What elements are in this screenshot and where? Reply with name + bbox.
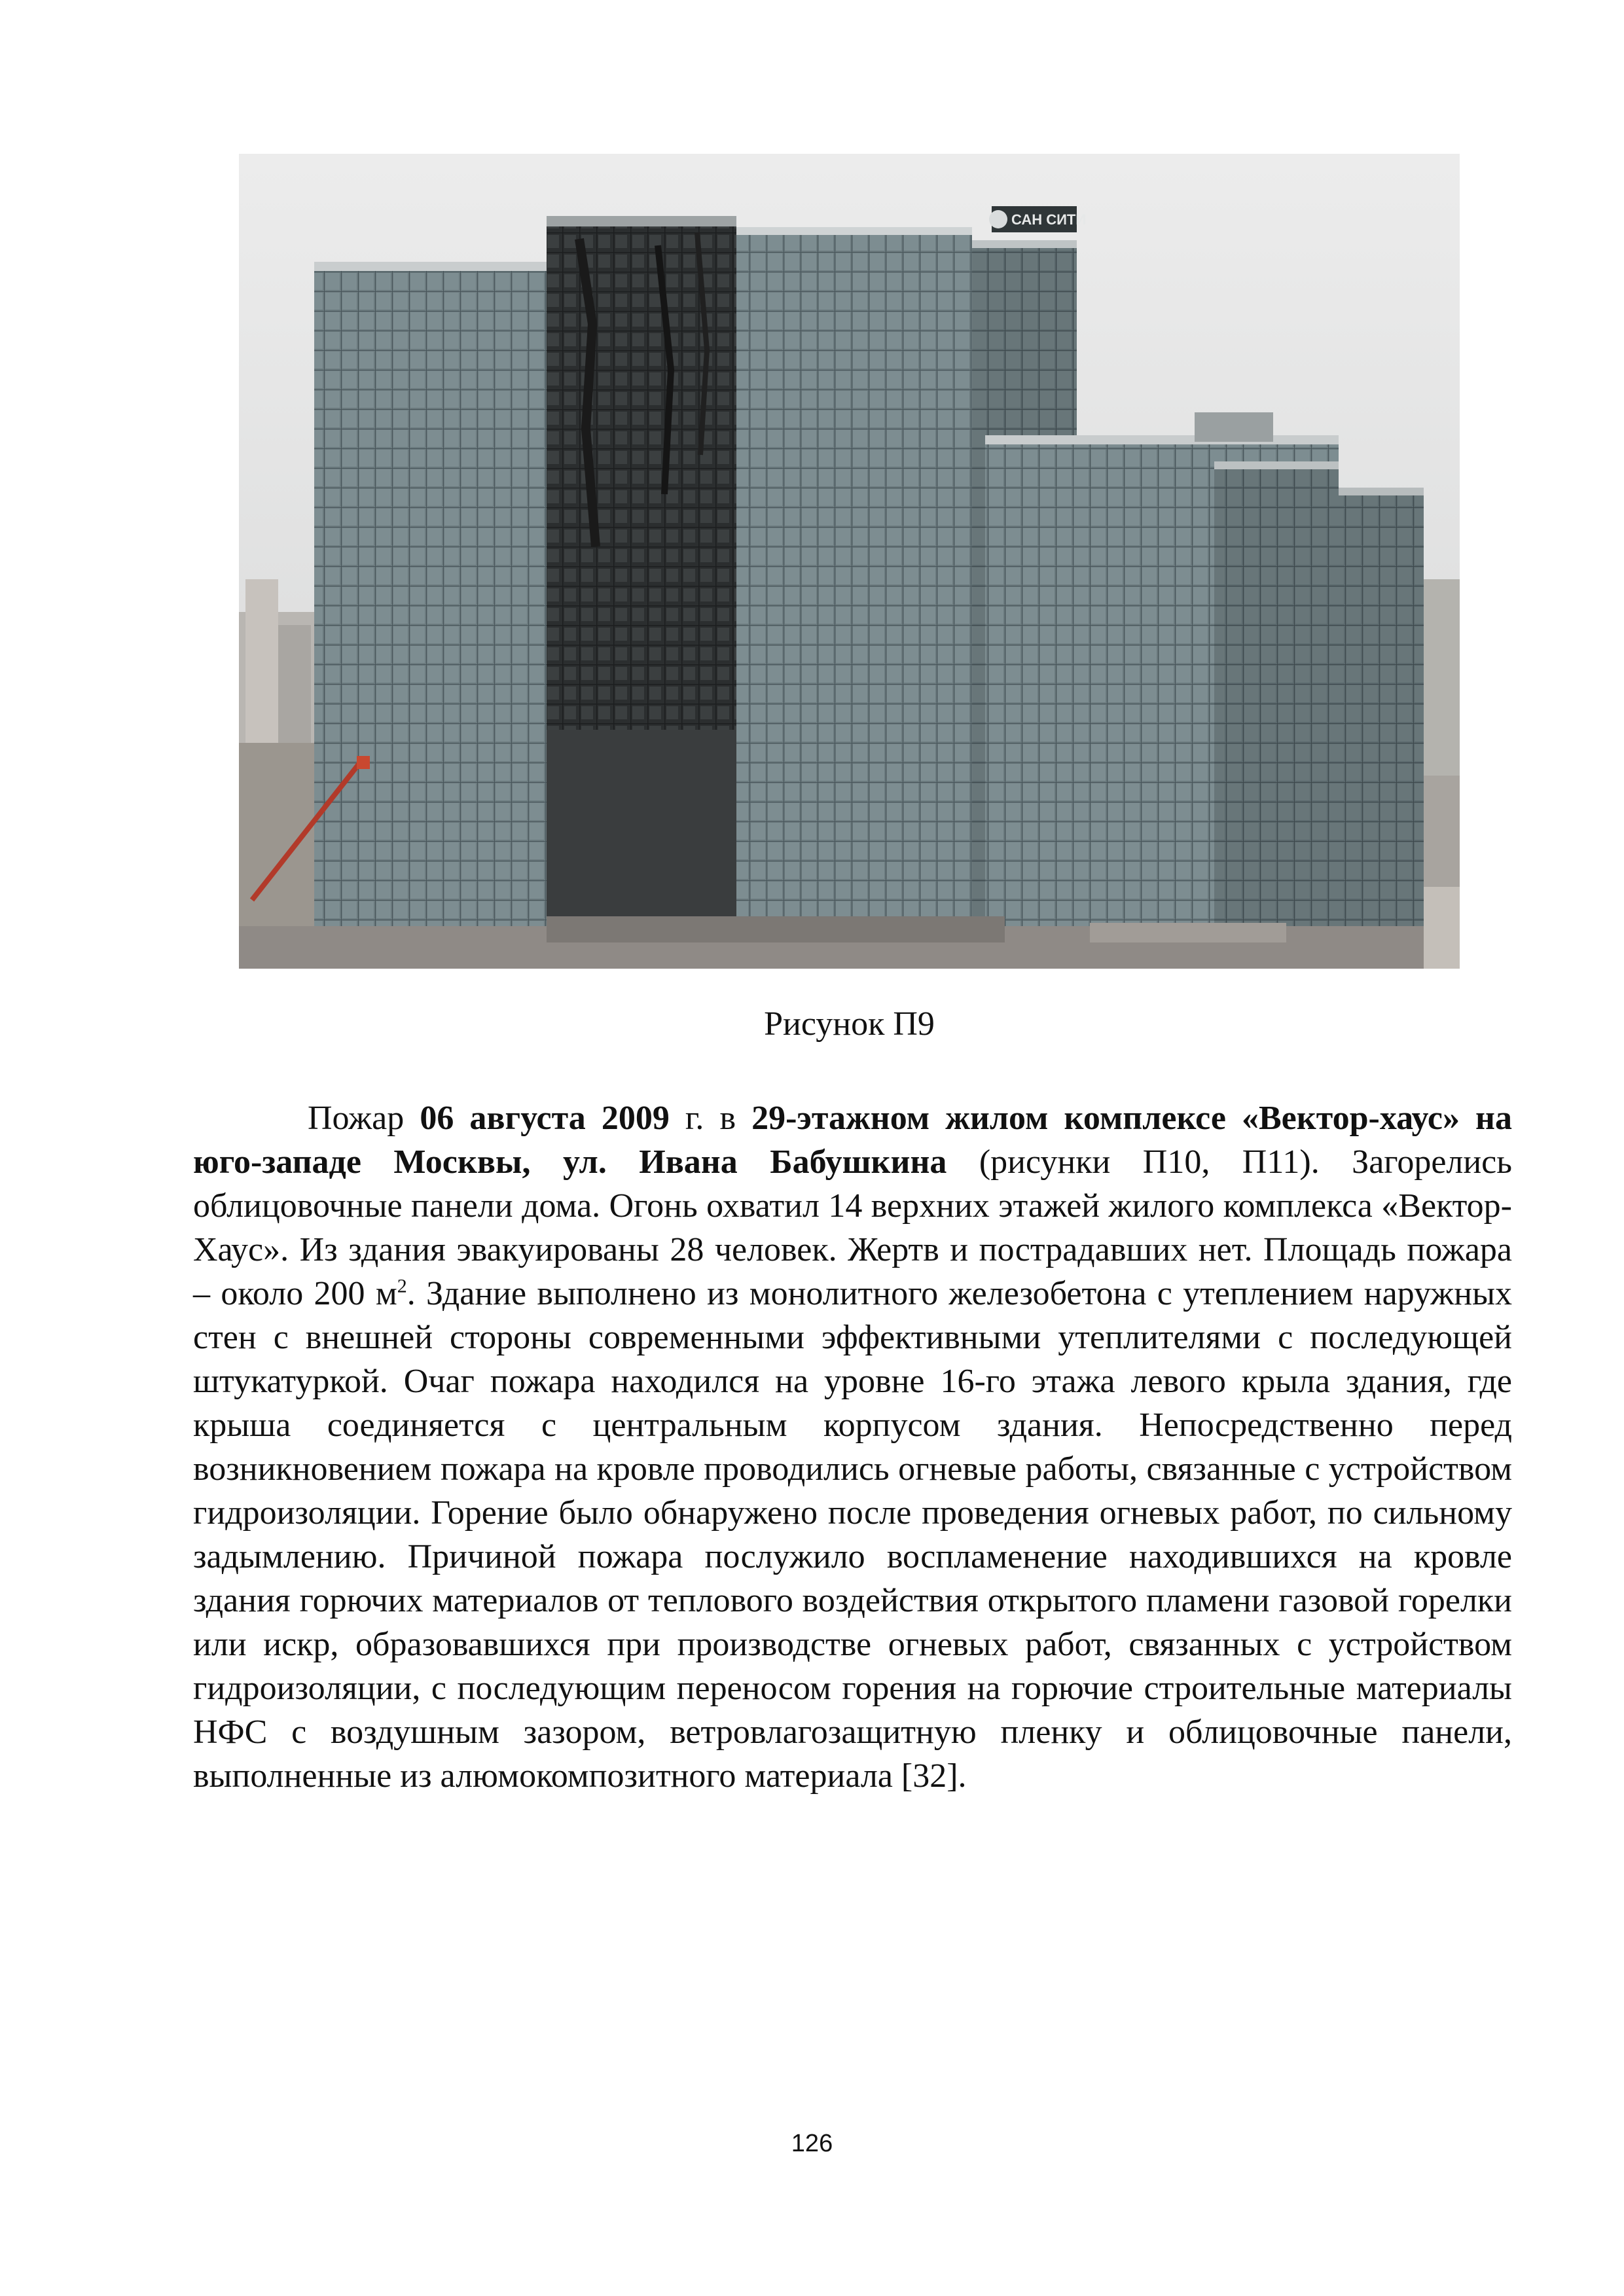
figure-caption: Рисунок П9 <box>764 1005 935 1043</box>
text-segment: г. в <box>669 1100 752 1137</box>
superscript-text: 2 <box>397 1275 407 1297</box>
text-segment: . Здание выполнено из монолитного железобетона с утеплением наружных стен с внешней стороны современными эффективными утеплителями с последующей штукатуркой. Очаг пожара находился на уровне 16-го этажа левого крыла здания, где крыша соединяется с центральным корпусом здания. Непосредственно перед возникновением пожара на кровле проводились огневые работы, связанные с устройством гидроизоляции. Горение было обнаружено после проведения огневых работ, по сильному задымлению. Причиной пожара послужило воспламенение находившихся на кровле здания горючих материалов от теплового воздействия открытого пламени газовой горелки или искр, образовавшихся при производстве огневых работ, связанных с устройством гидроизоляции, с последующим переносом горения на горючие строительные материалы НФС с воздушным зазором, ветровлагозащитную пленку и облицовочные панели, выполненные из алюмокомпозитного материала [32]. <box>193 1275 1512 1795</box>
bold-text-segment: 29-этажном жилом комплексе «Вектор-хаус» на юго-западе Москвы, ул. Ивана Бабушкина <box>193 1100 1513 1181</box>
text-segment: Пожар <box>308 1100 420 1137</box>
building-sign-text: САН СИТИ <box>1011 211 1087 228</box>
text-segment: (рисунки П10, П11). Загорелись облицовочные панели дома. Огонь охватил 14 верхних этажей жилого комплекса «Вектор-Хаус». Из здания эвакуированы 28 человек. Жертв и пострадавших нет. Площадь пожара – около 200 м <box>193 1143 1512 1312</box>
building-fire-photo <box>239 154 1460 969</box>
bold-text-segment: 06 августа 2009 <box>420 1100 670 1137</box>
building-illustration <box>239 154 1460 969</box>
page-number: 126 <box>791 2130 833 2157</box>
body-paragraph <box>193 1096 1512 1798</box>
